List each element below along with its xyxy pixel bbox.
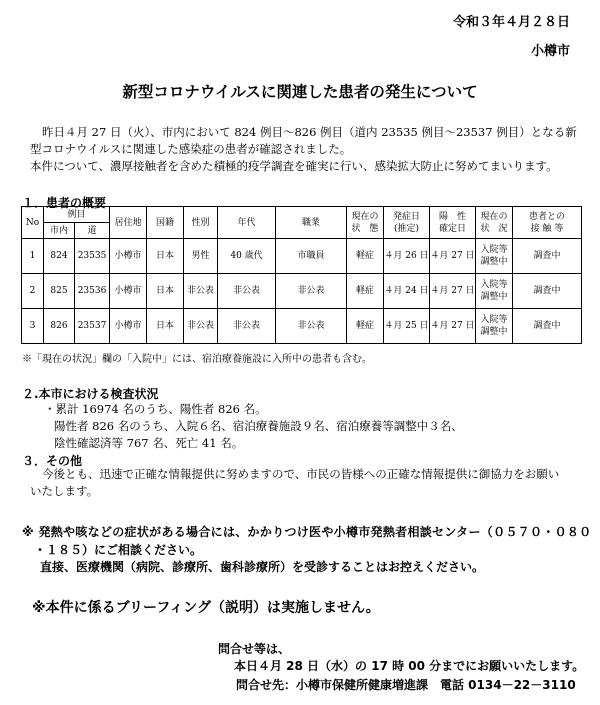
cell-job: 非公表 [276,309,347,344]
cell-contact: 調査中 [513,309,582,344]
briefing-notice: ※本件に係るブリーフィング（説明）は実施しません。 [32,600,380,616]
cell-situation: 入院等 調整中 [476,239,513,274]
cell-age: 非公表 [218,274,276,309]
header-onset: 発症日 (推定) [384,207,430,239]
header-situation: 現在の 状 況 [476,207,513,239]
header-residence: 居住地 [110,207,147,239]
cell-residence: 小樽市 [110,274,147,309]
table-footnote: ※「現在の状況」欄の「入院中」には、宿泊療養施設に入所中の患者も含む。 [22,354,372,365]
cell-job: 市職員 [276,239,347,274]
testing-total-line: ・累計 16974 名のうち、陽性者 826 名。 [44,402,267,416]
cell-city-case: 826 [44,309,75,344]
section-1-heading: １．患者の概要 [22,196,107,210]
contact-intro: 問合せ等は、 [218,642,291,656]
cell-city-case: 825 [44,274,75,309]
cell-contact: 調査中 [513,239,582,274]
cell-residence: 小樽市 [110,309,147,344]
cell-positive-date: ４月 27 日 [430,274,476,309]
cell-nationality: 日本 [147,239,184,274]
table-row [22,309,582,344]
intro-section [30,124,580,175]
cell-positive-date: ４月 27 日 [430,309,476,344]
header-city-case: 市内 [44,223,75,239]
cell-residence: 小樽市 [110,239,147,274]
cell-no: 1 [22,239,44,274]
cell-city-case: 824 [44,239,75,274]
cell-pref-case: 23535 [75,239,110,274]
issuer-city: 小樽市 [530,44,570,59]
contact-info: 問合せ先：小樽市保健所健康増進課 電話 0134－22－3110 [236,678,576,692]
intro-paragraph-1: 昨日４月 27 日（火）、市内において 824 例目～826 例目（道内 23535 例目～23537 例目）となる新型コロナウイルスに関連した感染症の患者が確認されました。 [30,125,577,156]
section-2-heading: ２.本市における検査状況 [22,387,159,401]
header-no: No [22,207,44,239]
cell-onset: ４月 26 日 [384,239,430,274]
cell-no: 3 [22,309,44,344]
cell-status: 軽症 [347,274,384,309]
header-age: 年代 [218,207,276,239]
testing-breakdown-line-2: 陰性確認済等 767 名、死亡 41 名。 [54,436,244,450]
document-date: 令和３年４月２８日 [452,15,570,30]
cell-situation: 入院等 調整中 [476,274,513,309]
cell-age: 40 歳代 [218,239,276,274]
table-row [22,239,582,274]
header-pref-case: 道 [75,223,110,239]
fever-notice-line-1b: ・１８５）にご相談ください。 [34,543,203,557]
cell-onset: ４月 25 日 [384,309,430,344]
header-positive-date: 陽 性 確定日 [430,207,476,239]
cell-pref-case: 23537 [75,309,110,344]
header-status: 現在の 状 態 [347,207,384,239]
cell-age: 非公表 [218,309,276,344]
cell-status: 軽症 [347,239,384,274]
cell-situation: 入院等 調整中 [476,309,513,344]
section-3-heading: ３．その他 [22,454,83,468]
header-contact: 患者との 接 触 等 [513,207,582,239]
document-title: 新型コロナウイルスに関連した患者の発生について [122,83,478,101]
cell-job: 非公表 [276,274,347,309]
cell-gender: 非公表 [184,274,218,309]
intro-paragraph-2: 本件について、濃厚接触者を含めた積極的疫学調査を確実に行い、感染拡大防止に努めてまいります。 [30,159,558,173]
cell-gender: 非公表 [184,309,218,344]
table-row [22,274,582,309]
section-3-text: 今後とも、迅速で正確な情報提供に努めますので、市民の皆様への正確な情報提供に御協力をお願いいたします。 [30,467,560,498]
patient-table [21,206,582,344]
cell-onset: ４月 24 日 [384,274,430,309]
contact-deadline: 本日４月 28 日（水）の 17 時 00 分までにお願いいたします。 [234,659,585,673]
testing-breakdown-line-1: 陽性者 826 名のうち、入院６名、宿泊療養施設９名、宿泊療養等調整中３名、 [54,419,463,433]
header-nationality: 国籍 [147,207,184,239]
cell-gender: 男性 [184,239,218,274]
header-case: 例目 [44,207,110,223]
cell-positive-date: ４月 27 日 [430,239,476,274]
cell-no: 2 [22,274,44,309]
cell-status: 軽症 [347,309,384,344]
header-job: 職業 [276,207,347,239]
fever-notice-line-1: ※ 発熱や咳などの症状がある場合には、かかりつけ医や小樽市発熱者相談センター（０５７０・０８０ [22,525,592,539]
cell-nationality: 日本 [147,274,184,309]
cell-contact: 調査中 [513,274,582,309]
cell-pref-case: 23536 [75,274,110,309]
fever-notice-line-2: 直接、医療機関（病院、診療所、歯科診療所）を受診することはお控えください。 [40,560,485,574]
header-gender: 性別 [184,207,218,239]
cell-nationality: 日本 [147,309,184,344]
